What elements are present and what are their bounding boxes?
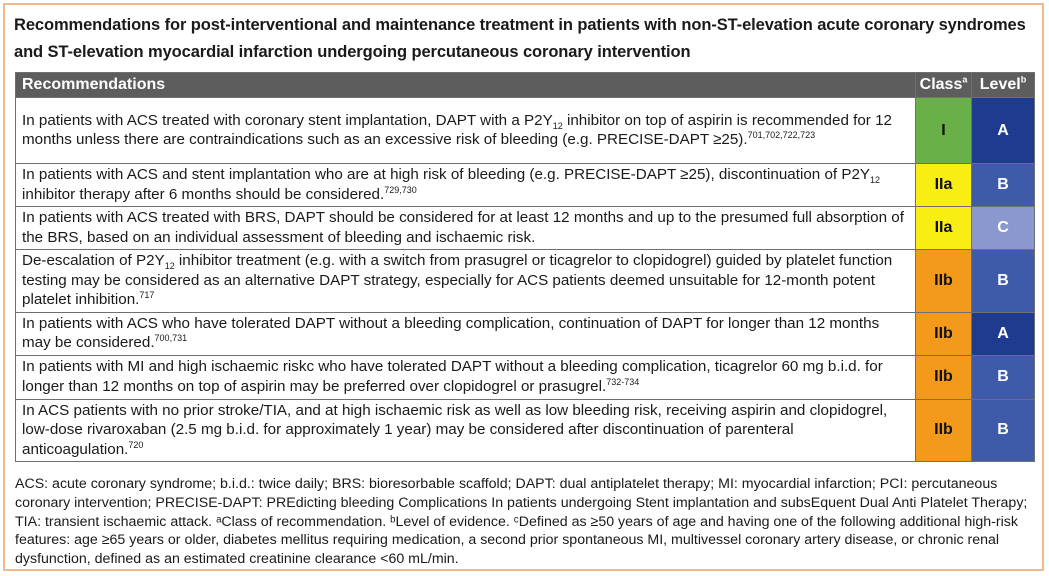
table-title: Recommendations for post-interventional and maintenance treatment in patients with non-ST-elevation acute coronary syndromes and ST-elevation myocardial infarction undergoing percutaneous coronary intervention [14, 16, 1026, 61]
header-row [16, 73, 1035, 98]
level-badge: A [972, 98, 1035, 164]
level-header: Level$^b$ [972, 73, 1035, 98]
table-row [16, 207, 1035, 250]
class-header: Class$^a$ [916, 73, 972, 98]
level-badge: C [972, 207, 1035, 250]
level-badge: B [972, 355, 1035, 399]
footnote: ACS: acute coronary syndrome; b.i.d.: twice daily; BRS: bioresorbable scaffold; DAPT: dual antiplatelet therapy; MI: myocardial infarction; PCI: percutaneous coronary intervention; PRECISE-DAPT: PREdicting bleeding Complications In patients undergoing Stent implantation and subsEquent Dual Anti Platelet Therapy; TIA: transient ischaemic attack. ᵃClass of recommendation. ᵇLevel of evidence. ᶜDefined as ≥50 years of age and having one of the following additional high-risk features: age ≥65 years or older, diabetes mellitus requiring medication, a second prior spontaneous MI, multivessel coronary artery disease, or chronic renal dysfunction, defined as an estimated creatinine clearance <60 mL/min. [15, 476, 1028, 568]
recommendations-table [15, 72, 1035, 462]
recommendation-text: De-escalation of $P2Y_{12}$ inhibitor treatment (e.g. with a switch from prasugrel or ticagrelor to clopidogrel) guided by platelet function testing may be considered as an alternative DAPT strategy, especially for ACS patients deemed unsuitable for 12-month potent platelet inhibition.$^{717}$ [16, 250, 916, 313]
recommendation-text: In ACS patients with no prior stroke/TIA, and at high ischaemic risk as well as low bleeding risk, receiving aspirin and clopidogrel, low-dose rivaroxaban (2.5 mg b.i.d. for approximately 1 year) may be considered after discontinuation of parenteral anticoagulation.$^{720}$ [16, 399, 916, 462]
table-row [16, 399, 1035, 462]
class-badge: IIa [916, 207, 972, 250]
recommendation-text: In patients with ACS and stent implantation who are at high risk of bleeding (e.g. PRECISE-DAPT ≥25), discontinuation of $P2Y_{12}$ inhibitor therapy after 6 months should be considered.$^{729,730}$ [16, 164, 916, 207]
recommendation-text: In patients with ACS treated with BRS, DAPT should be considered for at least 12 months and up to the presumed full absorption of the BRS, based on an individual assessment of bleeding and ischaemic risk. [16, 207, 916, 250]
recommendation-text: In patients with MI and high ischaemic riskc who have tolerated DAPT without a bleeding complication, ticagrelor 60 mg b.i.d. for longer than 12 months on top of aspirin may be preferred over clopidogrel or prasugrel.$^{732-734}$ [16, 355, 916, 399]
level-badge: B [972, 250, 1035, 313]
level-badge: A [972, 312, 1035, 355]
table-row [16, 98, 1035, 164]
level-badge: B [972, 399, 1035, 462]
table-row [16, 164, 1035, 207]
class-badge: I [916, 98, 972, 164]
level-badge: B [972, 164, 1035, 207]
class-badge: IIb [916, 312, 972, 355]
recommendations-header: Recommendations [16, 73, 916, 98]
recommendation-text: In patients with ACS treated with coronary stent implantation, DAPT with a $P2Y_{12}$ inhibitor on top of aspirin is recommended for 12 months unless there are contraindications such as an excessive risk of bleeding (e.g. PRECISE-DAPT ≥25).$^{701,702,722,723}$ [16, 98, 916, 164]
table-row [16, 250, 1035, 313]
class-badge: IIb [916, 250, 972, 313]
class-badge: IIa [916, 164, 972, 207]
recommendation-text: In patients with ACS who have tolerated DAPT without a bleeding complication, continuation of DAPT for longer than 12 months may be considered.$^{700,731}$ [16, 312, 916, 355]
table-row [16, 312, 1035, 355]
class-badge: IIb [916, 399, 972, 462]
class-badge: IIb [916, 355, 972, 399]
table-row [16, 355, 1035, 399]
